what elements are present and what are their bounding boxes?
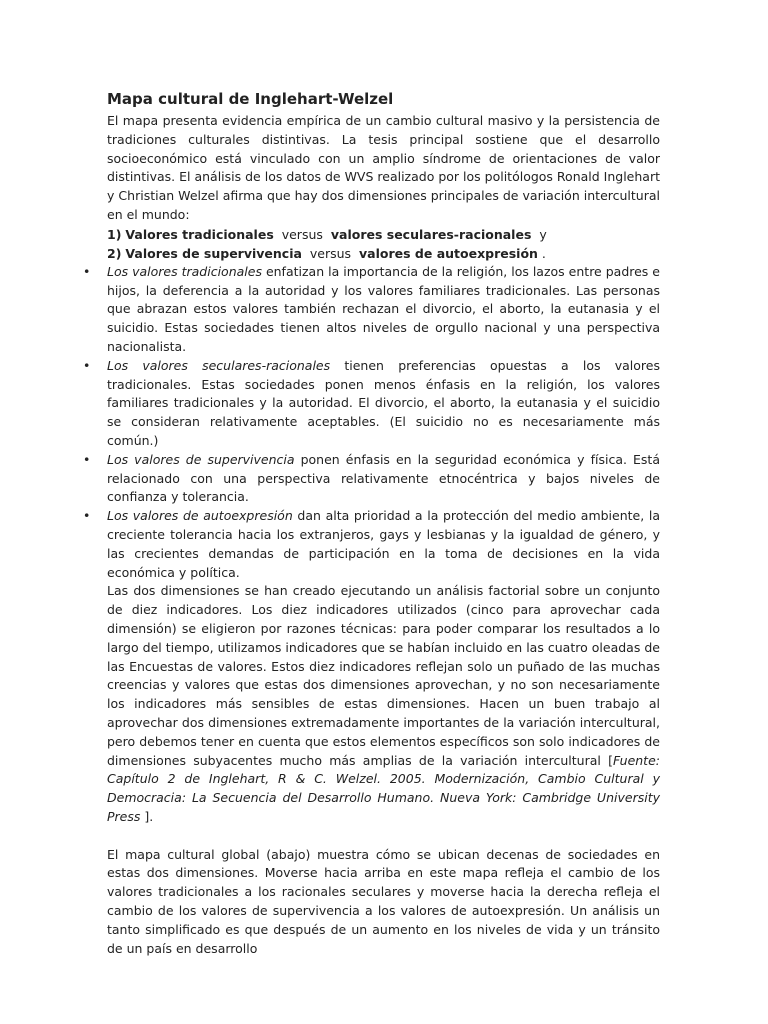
methodology-paragraph: Las dos dimensiones se han creado ejecutando un análisis factorial sobre un conjunto de diez indicadores. Los diez indicadores utilizados (cinco para aprovechar cada dimensión) se eligieron por razones técnicas: para poder comparar los resultados a lo largo del tiempo, utilizamos indicadores que se habían incluido en las cuatro oleadas de las Encuestas de valores. Estos diez indicadores reflejan solo un puñado de las muchas creencias y valores que estas dos dimensiones aprovechan, y no son necesariamente los indicadores más sensibles de estas dimensiones. Hacen un buen trabajo al aprovechar dos dimensiones extremadamente importantes de la variación intercultural, pero debemos tener en cuenta que estos elementos específicos son solo indicadores de dimensiones subyacentes mucho más amplias de la variación intercultural [Fuente: Capítulo 2 de Inglehart, R & C. Welzel. 2005. Modernización, Cambio Cultural y Democracia: La Secuencia del Desarrollo Humano. Nueva York: Cambridge University Press ]. (107, 583, 660, 824)
dimension-2: 2) Valores de supervivencia versus valores de autoexpresión . (107, 245, 546, 261)
values-list (107, 263, 660, 583)
source-citation: Fuente: Capítulo 2 de Inglehart, R & C. Welzel. 2005. Modernización, Cambio Cultural y Democracia: La Secuencia del Desarrollo Humano. Nueva York: Cambridge University Press (107, 752, 660, 824)
list-item: • Los valores tradicionales enfatizan la importancia de la religión, los lazos entre padres e hijos, la deferencia a la autoridad y los valores familiares tradicionales. Las personas que abrazan estos valores también rechazan el divorcio, el aborto, la eutanasia y el suicidio. Estas sociedades tienen altos niveles de orgullo nacional y una perspectiva nacionalista. (107, 263, 660, 357)
document-page (107, 88, 660, 958)
list-item: • Los valores de autoexpresión dan alta prioridad a la protección del medio ambiente, la creciente tolerancia hacia los extranjeros, gays y lesbianas y la igualdad de género, y las crecientes demandas de participación en la toma de decisiones en la vida económica y política. (107, 507, 660, 582)
dimension-1: 1) Valores tradicionales versus valores seculares-racionales y (107, 226, 547, 242)
list-item: • Los valores de supervivencia ponen énfasis en la seguridad económica y física. Está relacionado con una perspectiva relativamente etnocéntrica y bajos niveles de confianza y tolerancia. (107, 451, 660, 507)
document-title: Mapa cultural de Inglehart-Welzel (107, 90, 394, 108)
paragraph-gap (107, 827, 660, 846)
list-item: • Los valores seculares-racionales tienen preferencias opuestas a los valores tradicionales. Estas sociedades ponen menos énfasis en la religión, los valores familiares tradicionales y la autoridad. El divorcio, el aborto, la eutanasia y el suicidio se consideran relativamente aceptables. (El suicidio no es necesariamente más común.) (107, 357, 660, 451)
intro-paragraph: El mapa presenta evidencia empírica de un cambio cultural masivo y la persistencia de tradiciones culturales distintivas. La tesis principal sostiene que el desarrollo socioeconómico está vinculado con un amplio síndrome de orientaciones de valor distintivas. El análisis de los datos de WVS realizado por los politólogos Ronald Inglehart y Christian Welzel afirma que hay dos dimensiones principales de variación intercultural en el mundo: (107, 113, 660, 222)
map-paragraph: El mapa cultural global (abajo) muestra cómo se ubican decenas de sociedades en estas dos dimensiones. Moverse hacia arriba en este mapa refleja el cambio de los valores tradicionales a los racionales seculares y moverse hacia la derecha refleja el cambio de los valores de supervivencia a los valores de autoexpresión. Un análisis un tanto simplificado es que después de un aumento en los niveles de vida y un tránsito de un país en desarrollo (107, 846, 660, 956)
